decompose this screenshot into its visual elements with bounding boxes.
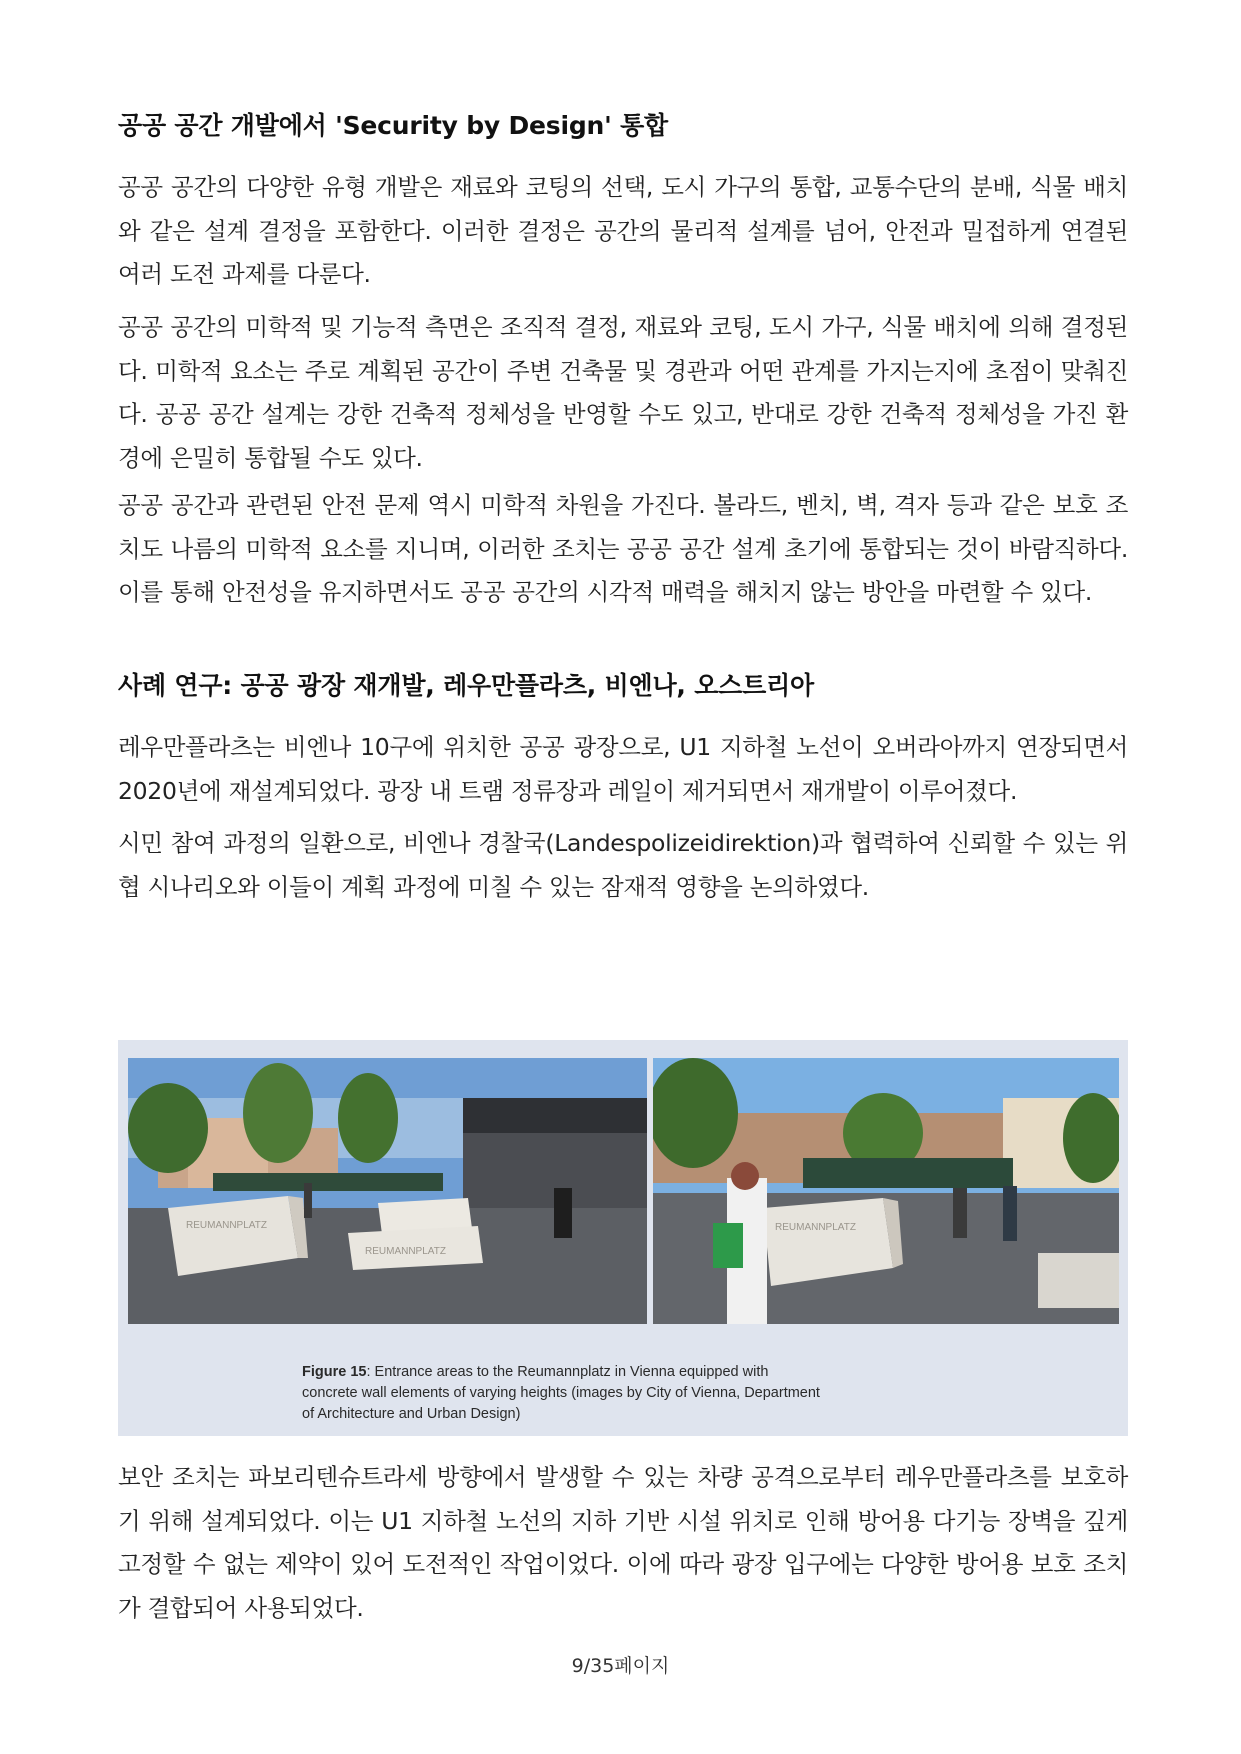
photo-reumannplatz-left [128,1058,647,1324]
paragraph-5: 시민 참여 과정의 일환으로, 비엔나 경찰국(Landespolizeidirektion)과 협력하여 신뢰할 수 있는 위협 시나리오와 이들이 계획 과정에 미칠 수 있는 잠재적 영향을 논의하였다. [118,829,1128,901]
paragraph-2: 공공 공간의 미학적 및 기능적 측면은 조직적 결정, 재료와 코팅, 도시 가구, 식물 배치에 의해 결정된다. 미학적 요소는 주로 계획된 공간이 주변 건축물 및 경관과 어떤 관계를 가지는지에 초점이 맞춰진다. 공공 공간 설계는 강한 건축적 정체성을 반영할 수도 있고, 반대로 강한 건축적 정체성을 가진 환경에 은밀히 통합될 수도 있다. [118,313,1128,472]
case-study-heading: 사례 연구: 공공 광장 재개발, 레우만플라츠, 비엔나, 오스트리아 [118,671,814,700]
left-bench-sign: REUMANNPLATZ [365,1246,446,1257]
right-wall-sign: REUMANNPLATZ [775,1222,856,1233]
figure-caption-text: : Entrance areas to the Reumannplatz in Vienna equipped with concrete wall elements of varying heights (images by City of Vienna, Department of Architecture and Urban Design) [302,1364,820,1422]
figure-label: Figure 15 [302,1364,367,1380]
section-heading: 공공 공간 개발에서 'Security by Design' 통합 [118,111,668,140]
page-number: 9/35페이지 [571,1655,670,1677]
figure-15 [118,1040,1128,1436]
paragraph-3: 공공 공간과 관련된 안전 문제 역시 미학적 차원을 가진다. 볼라드, 벤치, 벽, 격자 등과 같은 보호 조치도 나름의 미학적 요소를 지니며, 이러한 조치는 공공 공간 설계 초기에 통합되는 것이 바람직하다. 이를 통해 안전성을 유지하면서도 공공 공간의 시각적 매력을 해치지 않는 방안을 마련할 수 있다. [118,491,1128,606]
photo-reumannplatz-right [653,1058,1119,1324]
paragraph-1: 공공 공간의 다양한 유형 개발은 재료와 코팅의 선택, 도시 가구의 통합, 교통수단의 분배, 식물 배치와 같은 설계 결정을 포함한다. 이러한 결정은 공간의 물리적 설계를 넘어, 안전과 밀접하게 연결된 여러 도전 과제를 다룬다. [118,173,1128,288]
paragraph-4: 레우만플라츠는 비엔나 10구에 위치한 공공 광장으로, U1 지하철 노선이 오버라아까지 연장되면서 2020년에 재설계되었다. 광장 내 트램 정류장과 레일이 제거되면서 재개발이 이루어졌다. [118,733,1128,805]
figure-caption [302,1362,822,1425]
left-wall-sign: REUMANNPLATZ [186,1220,267,1231]
paragraph-6: 보안 조치는 파보리텐슈트라세 방향에서 발생할 수 있는 차량 공격으로부터 레우만플라츠를 보호하기 위해 설계되었다. 이는 U1 지하철 노선의 지하 기반 시설 위치로 인해 방어용 다기능 장벽을 깊게 고정할 수 없는 제약이 있어 도전적인 작업이었다. 이에 따라 광장 입구에는 다양한 방어용 보호 조치가 결합되어 사용되었다. [118,1463,1128,1622]
